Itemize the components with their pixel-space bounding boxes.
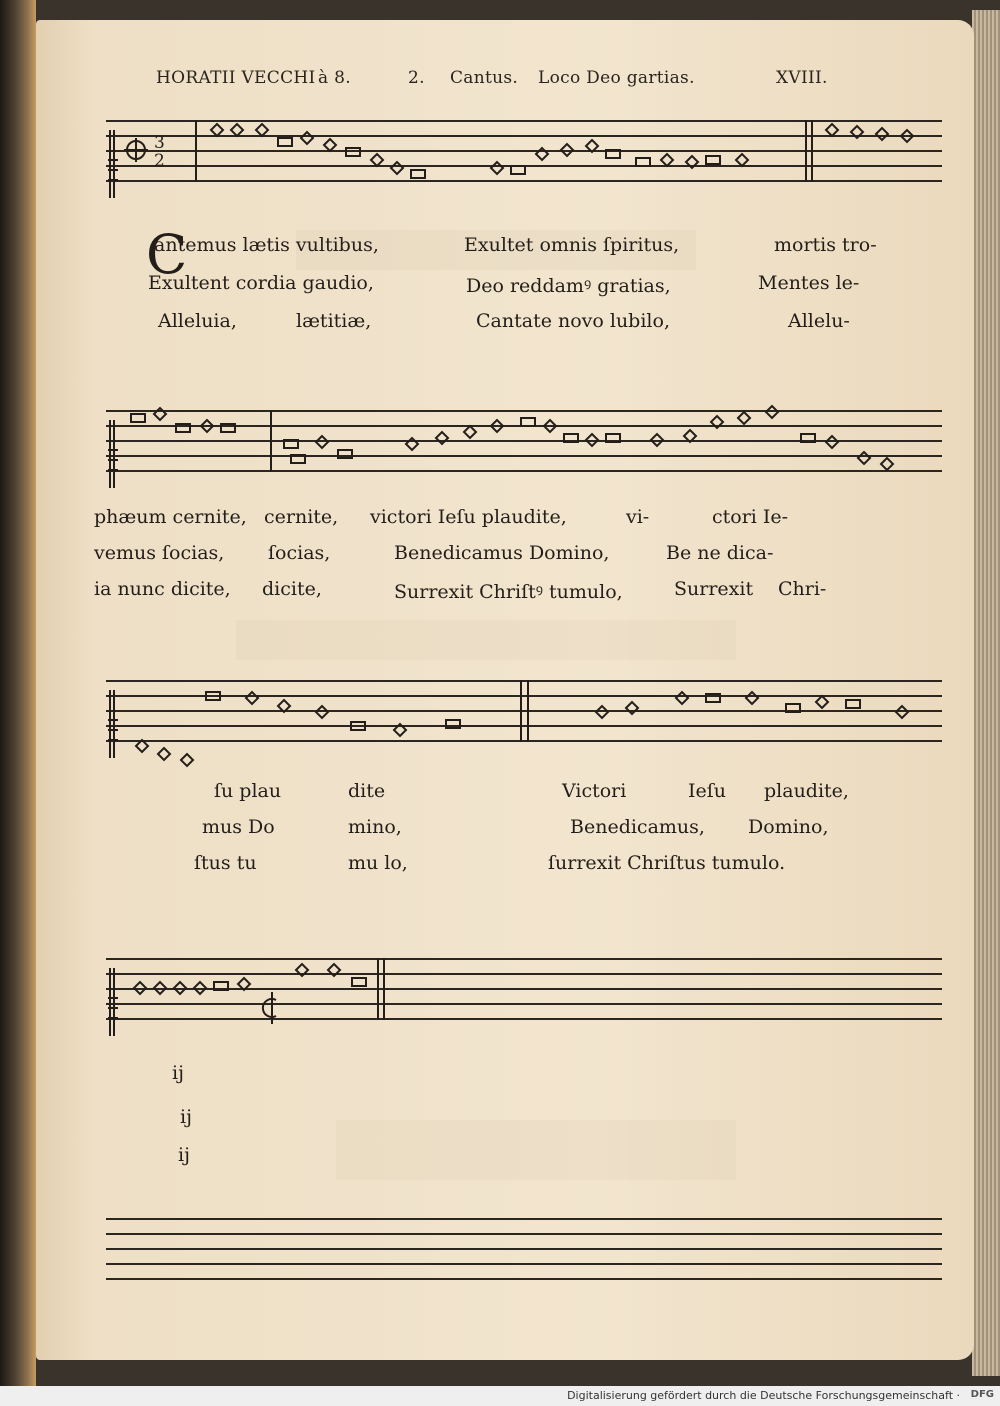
lyric-3-1-1: ſu plau: [214, 780, 282, 802]
notation-system-4: [106, 928, 942, 1048]
lyric-1-2-3: Mentes le-: [758, 272, 860, 294]
lyric-2-2-2: ſocias,: [268, 542, 331, 564]
bleed-through-shadow: [336, 1120, 736, 1180]
left-page-edge: [0, 0, 36, 1386]
lyric-3-1-4: Ieſu: [688, 780, 727, 802]
empty-staff: [106, 1218, 942, 1258]
lyric-3-3-1: ſtus tu: [194, 852, 257, 874]
lyric-3-2-4: Domino,: [748, 816, 829, 838]
lyric-1-3-3: Cantate novo lubilo,: [476, 310, 670, 332]
lyric-3-2-1: mus Do: [202, 816, 275, 838]
notation-system-1: [106, 90, 942, 210]
digitization-footer: [0, 1386, 1000, 1406]
repeat-sign-2: ij: [180, 1106, 192, 1128]
lyric-2-3-5: Chri-: [778, 578, 827, 600]
lyric-2-1-2: cernite,: [264, 506, 339, 528]
lyric-3-1-3: Victori: [562, 780, 627, 802]
part-name: Cantus.: [450, 68, 519, 88]
lyric-1-1-1: antemus lætis vultibus,: [154, 234, 379, 256]
lyric-3-2-2: mino,: [348, 816, 402, 838]
lyric-3-2-3: Benedicamus,: [570, 816, 705, 838]
time-signature-bottom: 2: [154, 151, 165, 171]
dfg-logo: DFG: [970, 1389, 994, 1400]
notation-system-3: [106, 650, 942, 770]
lyric-1-1-2: Exultet omnis ſpiritus,: [464, 234, 680, 256]
lyric-1-2-1: Exultent cordia gaudio,: [148, 272, 374, 294]
lyric-2-1-1: phæum cernite,: [94, 506, 247, 528]
lyric-2-3-4: Surrexit: [674, 578, 754, 600]
lyric-2-2-4: Be ne dica-: [666, 542, 774, 564]
notation-system-2: [106, 380, 942, 500]
lyric-2-1-4: vi-: [626, 506, 650, 528]
lyric-1-1-3: mortis tro-: [774, 234, 877, 256]
book-page: [36, 20, 974, 1360]
piece-title: Loco Deo gartias.: [538, 68, 695, 88]
lyric-1-2-2: Deo reddamꝰ gratias,: [466, 275, 671, 297]
lyric-2-3-2: dicite,: [262, 578, 322, 600]
lyric-1-3-4: Allelu-: [788, 310, 850, 332]
drop-cap: C: [146, 223, 188, 286]
lyric-2-3-3: Surrexit Chriſtꝰ tumulo,: [394, 581, 623, 603]
lyric-2-1-3: victori Ieſu plaudite,: [370, 506, 567, 528]
music-staff-2: [106, 410, 942, 450]
lyric-2-3-1: ia nunc dicite,: [94, 578, 231, 600]
part-number: 2.: [408, 68, 425, 88]
lyric-2-2-3: Benedicamus Domino,: [394, 542, 610, 564]
dfg-credit: Digitalisierung gefördert durch die Deutsche Forschungsgemeinschaft ·: [567, 1389, 960, 1402]
time-signature-top: 3: [154, 133, 165, 153]
lyric-2-2-1: vemus ſocias,: [94, 542, 225, 564]
lyric-1-3-2: lætitiæ,: [296, 310, 372, 332]
lyric-2-1-5: ctori Ie-: [712, 506, 789, 528]
lyric-3-3-2: mu lo,: [348, 852, 408, 874]
repeat-sign-1: ij: [172, 1062, 184, 1084]
author-name: HORATII VECCHI: [156, 68, 316, 88]
music-staff-4: [106, 958, 942, 998]
lyric-1-3-1: Alleluia,: [158, 310, 237, 332]
lyric-3-1-5: plaudite,: [764, 780, 849, 802]
repeat-sign-3: ij: [178, 1144, 190, 1166]
music-staff-3: [106, 680, 942, 720]
page-number: XVIII.: [776, 68, 828, 88]
lyric-3-3-3: ſurrexit Chriſtus tumulo.: [548, 852, 786, 874]
right-page-edge: [972, 10, 1000, 1376]
music-staff-1: [106, 120, 942, 171]
voice-count: à 8.: [318, 68, 351, 88]
lyric-3-1-2: dite: [348, 780, 386, 802]
